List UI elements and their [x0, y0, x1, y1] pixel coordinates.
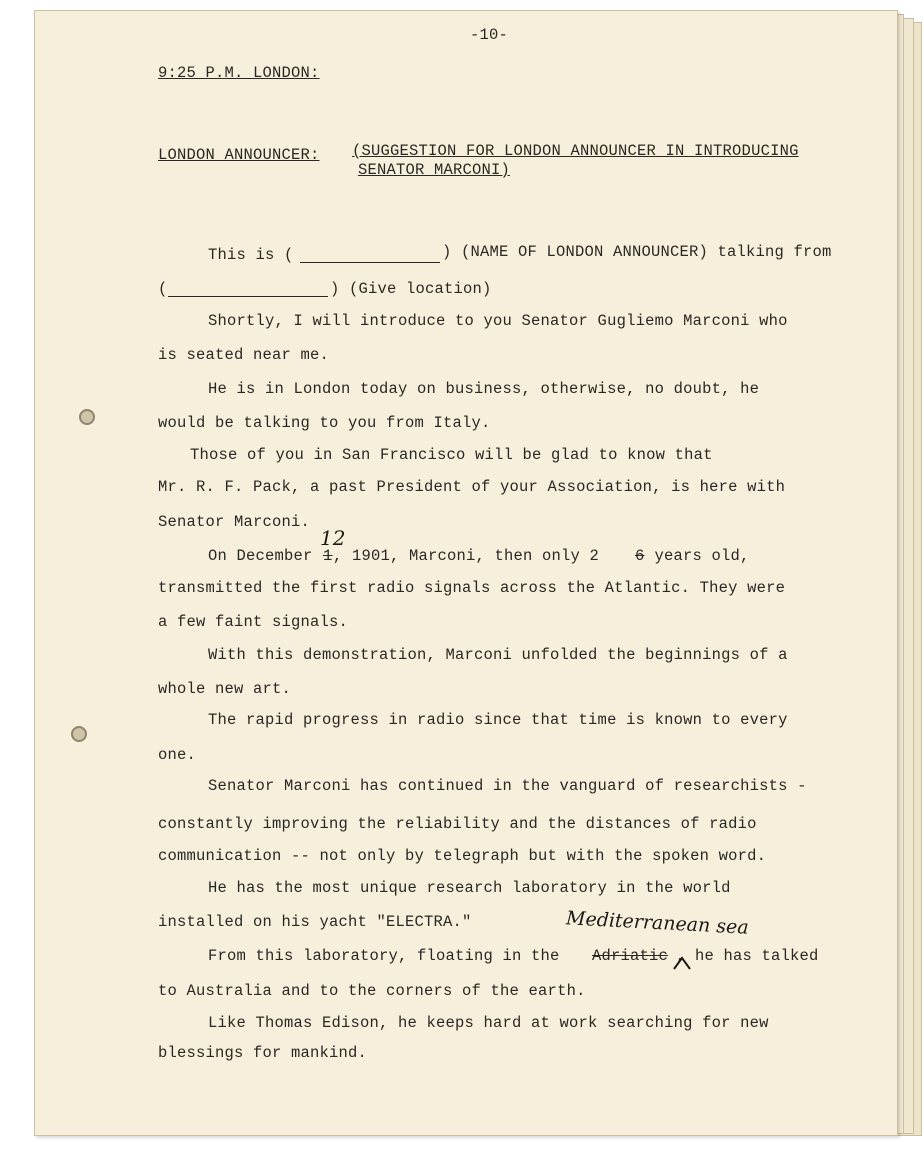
suggestion-line-1: (SUGGESTION FOR LONDON ANNOUNCER IN INTRODUCING [352, 142, 799, 160]
speaker-label: LONDON ANNOUNCER: [158, 146, 320, 164]
text-line: to Australia and to the corners of the earth. [158, 982, 586, 1000]
text-line: , 1901, Marconi, then only 2 [333, 547, 600, 565]
text-line: is seated near me. [158, 346, 330, 364]
struck-digit: 1 [323, 547, 333, 565]
text-line: This is ( [208, 246, 294, 264]
struck-digit: 6 [635, 547, 645, 565]
text-line: Senator Marconi. [158, 513, 311, 531]
punch-hole-icon [79, 409, 95, 425]
text-line: Those of you in San Francisco will be glad to know that [190, 446, 713, 464]
text-line: With this demonstration, Marconi unfolded the beginnings of a [208, 646, 788, 664]
text-line: would be talking to you from Italy. [158, 414, 491, 432]
caret-insert-icon [672, 956, 692, 970]
text-line: installed on his yacht "ELECTRA." [158, 913, 472, 931]
text-line: , he has talked [676, 947, 819, 965]
text-line: ( [158, 280, 168, 298]
text-line: one. [158, 746, 197, 764]
handwritten-sea-correction: Mediterranean sea [565, 907, 750, 939]
text-line: ) (Give location) [330, 280, 492, 298]
text-line: The rapid progress in radio since that time is known to every [208, 711, 788, 729]
text-line: Mr. R. F. Pack, a past President of your Association, is here with [158, 478, 786, 496]
text-line: constantly improving the reliability and the distances of radio [158, 815, 757, 833]
time-heading: 9:25 P.M. LONDON: [158, 64, 320, 82]
text-line: years old, [645, 547, 750, 565]
text-line: communication -- not only by telegraph but with the spoken word. [158, 847, 767, 865]
struck-word: Adriatic [592, 947, 669, 965]
page-number: -10- [470, 26, 509, 44]
blank-underline [300, 262, 440, 263]
text-line: He is in London today on business, otherwise, no doubt, he [208, 380, 760, 398]
text-line: On December [208, 547, 313, 565]
blank-underline [168, 296, 328, 297]
text-line: transmitted the first radio signals across the Atlantic. They were [158, 579, 786, 597]
text-line: blessings for mankind. [158, 1044, 368, 1062]
text-line: Senator Marconi has continued in the vanguard of researchists - [208, 777, 807, 795]
text-line: a few faint signals. [158, 613, 349, 631]
text-line: whole new art. [158, 680, 292, 698]
text-line: Like Thomas Edison, he keeps hard at work searching for new [208, 1014, 769, 1032]
handwritten-day-correction: 12 [320, 526, 346, 550]
text-line: From this laboratory, floating in the [208, 947, 560, 965]
suggestion-line-2: SENATOR MARCONI) [358, 161, 511, 179]
text-line: He has the most unique research laboratory in the world [208, 879, 731, 897]
text-line: ) (NAME OF LONDON ANNOUNCER) talking from [442, 243, 832, 261]
text-line: Shortly, I will introduce to you Senator Gugliemo Marconi who [208, 312, 788, 330]
punch-hole-icon [71, 726, 87, 742]
